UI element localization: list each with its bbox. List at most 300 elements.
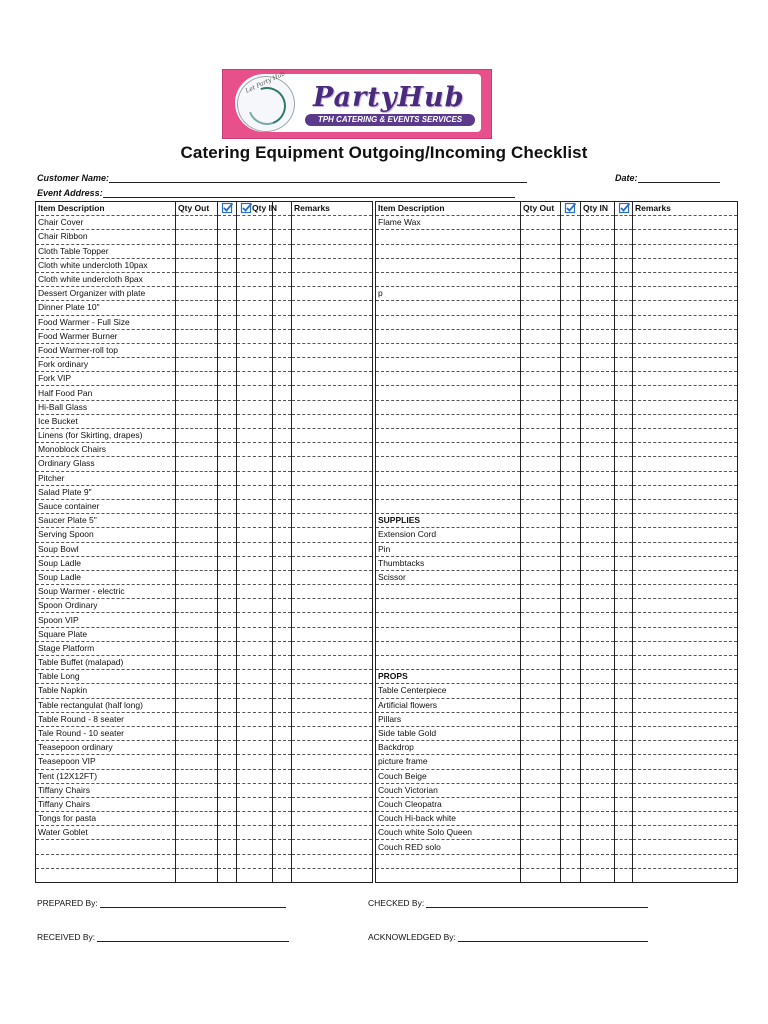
check-in-cell[interactable] [615,272,633,286]
check-in-cell[interactable] [273,656,292,670]
remarks-cell[interactable] [633,826,738,840]
remarks-cell[interactable] [292,755,373,769]
check-out-cell[interactable] [561,769,581,783]
qty-out-cell[interactable] [521,216,561,230]
remarks-cell[interactable] [292,556,373,570]
check-in-cell[interactable] [615,712,633,726]
check-in-cell[interactable] [615,585,633,599]
qty-out-cell[interactable] [521,514,561,528]
check-out-cell[interactable] [561,343,581,357]
qty-out-cell[interactable] [176,812,218,826]
check-out-cell[interactable] [561,329,581,343]
check-in-cell[interactable] [273,429,292,443]
check-in-cell[interactable] [615,641,633,655]
qty-in-cell[interactable] [581,670,615,684]
check-out-cell[interactable] [561,485,581,499]
qty-out-cell[interactable] [521,570,561,584]
check-out-cell[interactable] [218,216,237,230]
qty-in-cell[interactable] [237,812,273,826]
qty-out-cell[interactable] [176,868,218,882]
check-out-cell[interactable] [218,429,237,443]
check-out-cell[interactable] [561,613,581,627]
qty-in-cell[interactable] [237,797,273,811]
check-out-cell[interactable] [218,230,237,244]
check-in-cell[interactable] [615,741,633,755]
qty-in-cell[interactable] [581,528,615,542]
qty-in-cell[interactable] [237,301,273,315]
remarks-cell[interactable] [292,542,373,556]
check-in-cell[interactable] [615,726,633,740]
remarks-cell[interactable] [292,443,373,457]
check-out-cell[interactable] [218,670,237,684]
qty-in-cell[interactable] [237,471,273,485]
check-in-cell[interactable] [273,783,292,797]
qty-out-cell[interactable] [176,528,218,542]
qty-out-cell[interactable] [176,826,218,840]
check-out-cell[interactable] [561,457,581,471]
remarks-cell[interactable] [633,343,738,357]
check-in-cell[interactable] [273,358,292,372]
remarks-cell[interactable] [633,840,738,854]
remarks-cell[interactable] [292,868,373,882]
check-out-cell[interactable] [561,386,581,400]
remarks-cell[interactable] [633,556,738,570]
qty-out-cell[interactable] [521,485,561,499]
remarks-cell[interactable] [292,797,373,811]
qty-in-cell[interactable] [581,542,615,556]
remarks-cell[interactable] [633,684,738,698]
qty-in-cell[interactable] [237,741,273,755]
qty-in-cell[interactable] [237,514,273,528]
remarks-cell[interactable] [633,429,738,443]
remarks-cell[interactable] [633,854,738,868]
remarks-cell[interactable] [292,372,373,386]
check-out-cell[interactable] [561,854,581,868]
qty-in-cell[interactable] [237,528,273,542]
qty-in-cell[interactable] [237,712,273,726]
qty-out-cell[interactable] [521,698,561,712]
qty-out-cell[interactable] [176,329,218,343]
qty-out-cell[interactable] [521,329,561,343]
check-in-cell[interactable] [273,755,292,769]
qty-out-cell[interactable] [176,613,218,627]
customer-name-line[interactable] [109,172,527,183]
qty-out-cell[interactable] [176,599,218,613]
remarks-cell[interactable] [292,230,373,244]
check-in-cell[interactable] [273,868,292,882]
qty-out-cell[interactable] [521,797,561,811]
remarks-cell[interactable] [292,216,373,230]
check-out-cell[interactable] [218,514,237,528]
check-out-cell[interactable] [218,741,237,755]
qty-in-cell[interactable] [581,485,615,499]
qty-out-cell[interactable] [176,741,218,755]
check-in-cell[interactable] [615,315,633,329]
qty-in-cell[interactable] [237,343,273,357]
qty-out-cell[interactable] [176,301,218,315]
qty-out-cell[interactable] [521,230,561,244]
check-in-cell[interactable] [615,812,633,826]
remarks-cell[interactable] [633,542,738,556]
remarks-cell[interactable] [633,812,738,826]
check-out-cell[interactable] [218,613,237,627]
qty-out-cell[interactable] [176,684,218,698]
remarks-cell[interactable] [633,400,738,414]
check-out-cell[interactable] [218,854,237,868]
qty-in-cell[interactable] [237,400,273,414]
check-out-cell[interactable] [561,216,581,230]
remarks-cell[interactable] [292,514,373,528]
remarks-cell[interactable] [292,826,373,840]
remarks-cell[interactable] [633,457,738,471]
check-in-cell[interactable] [615,499,633,513]
check-out-cell[interactable] [561,570,581,584]
check-out-cell[interactable] [218,641,237,655]
remarks-cell[interactable] [292,641,373,655]
check-out-cell[interactable] [218,812,237,826]
qty-in-cell[interactable] [581,443,615,457]
check-in-cell[interactable] [273,400,292,414]
remarks-cell[interactable] [633,414,738,428]
qty-in-cell[interactable] [237,783,273,797]
check-out-cell[interactable] [561,670,581,684]
check-out-cell[interactable] [561,315,581,329]
qty-in-cell[interactable] [581,599,615,613]
remarks-cell[interactable] [292,457,373,471]
remarks-cell[interactable] [292,400,373,414]
check-out-cell[interactable] [218,797,237,811]
remarks-cell[interactable] [633,868,738,882]
check-in-cell[interactable] [273,670,292,684]
check-out-cell[interactable] [561,400,581,414]
qty-in-cell[interactable] [237,358,273,372]
check-out-cell[interactable] [561,627,581,641]
qty-in-cell[interactable] [581,726,615,740]
qty-out-cell[interactable] [521,400,561,414]
check-in-cell[interactable] [273,698,292,712]
check-in-cell[interactable] [615,599,633,613]
qty-in-cell[interactable] [237,386,273,400]
qty-out-cell[interactable] [176,414,218,428]
remarks-cell[interactable] [633,570,738,584]
acknowledged-by-line[interactable] [458,932,648,942]
qty-out-cell[interactable] [521,712,561,726]
check-out-cell[interactable] [561,684,581,698]
qty-in-cell[interactable] [237,670,273,684]
qty-in-cell[interactable] [237,868,273,882]
qty-out-cell[interactable] [521,414,561,428]
qty-out-cell[interactable] [176,783,218,797]
remarks-cell[interactable] [292,315,373,329]
check-in-cell[interactable] [615,457,633,471]
qty-out-cell[interactable] [521,599,561,613]
check-out-cell[interactable] [218,755,237,769]
check-in-cell[interactable] [615,627,633,641]
check-out-cell[interactable] [561,599,581,613]
qty-in-cell[interactable] [237,258,273,272]
remarks-cell[interactable] [292,854,373,868]
qty-in-cell[interactable] [237,457,273,471]
qty-in-cell[interactable] [581,358,615,372]
check-out-cell[interactable] [561,797,581,811]
check-in-cell[interactable] [615,287,633,301]
check-in-cell[interactable] [273,258,292,272]
check-out-cell[interactable] [561,755,581,769]
qty-in-cell[interactable] [237,244,273,258]
qty-in-cell[interactable] [581,769,615,783]
check-out-cell[interactable] [218,585,237,599]
remarks-cell[interactable] [633,783,738,797]
qty-out-cell[interactable] [176,726,218,740]
check-in-cell[interactable] [273,712,292,726]
date-line[interactable] [638,172,720,183]
check-out-cell[interactable] [218,400,237,414]
check-out-cell[interactable] [218,684,237,698]
qty-out-cell[interactable] [521,358,561,372]
check-out-cell[interactable] [218,542,237,556]
check-in-cell[interactable] [273,854,292,868]
check-in-cell[interactable] [273,627,292,641]
check-out-cell[interactable] [218,358,237,372]
check-out-cell[interactable] [561,287,581,301]
check-in-cell[interactable] [273,499,292,513]
qty-in-cell[interactable] [581,840,615,854]
remarks-cell[interactable] [633,641,738,655]
qty-out-cell[interactable] [176,443,218,457]
qty-in-cell[interactable] [581,641,615,655]
remarks-cell[interactable] [633,698,738,712]
qty-in-cell[interactable] [237,216,273,230]
remarks-cell[interactable] [633,741,738,755]
remarks-cell[interactable] [292,585,373,599]
check-out-cell[interactable] [561,443,581,457]
remarks-cell[interactable] [292,287,373,301]
qty-in-cell[interactable] [237,840,273,854]
qty-out-cell[interactable] [521,585,561,599]
check-out-cell[interactable] [561,471,581,485]
qty-in-cell[interactable] [237,556,273,570]
check-out-cell[interactable] [561,868,581,882]
check-in-cell[interactable] [615,769,633,783]
qty-out-cell[interactable] [521,826,561,840]
qty-out-cell[interactable] [521,471,561,485]
check-out-cell[interactable] [218,783,237,797]
check-in-cell[interactable] [615,670,633,684]
remarks-cell[interactable] [633,230,738,244]
check-out-cell[interactable] [561,783,581,797]
qty-out-cell[interactable] [521,429,561,443]
qty-out-cell[interactable] [176,244,218,258]
check-in-cell[interactable] [615,230,633,244]
check-in-cell[interactable] [273,599,292,613]
check-in-cell[interactable] [615,471,633,485]
check-in-cell[interactable] [615,358,633,372]
qty-in-cell[interactable] [581,429,615,443]
check-in-cell[interactable] [615,698,633,712]
check-in-cell[interactable] [615,797,633,811]
qty-out-cell[interactable] [521,684,561,698]
remarks-cell[interactable] [292,712,373,726]
qty-in-cell[interactable] [237,570,273,584]
remarks-cell[interactable] [292,528,373,542]
qty-in-cell[interactable] [581,400,615,414]
qty-in-cell[interactable] [581,854,615,868]
remarks-cell[interactable] [633,613,738,627]
check-out-cell[interactable] [561,258,581,272]
check-out-cell[interactable] [561,244,581,258]
qty-in-cell[interactable] [237,613,273,627]
remarks-cell[interactable] [292,414,373,428]
remarks-cell[interactable] [633,726,738,740]
qty-out-cell[interactable] [176,499,218,513]
check-out-cell[interactable] [561,641,581,655]
check-out-cell[interactable] [561,272,581,286]
check-out-cell[interactable] [218,272,237,286]
qty-in-cell[interactable] [581,272,615,286]
check-in-cell[interactable] [615,414,633,428]
qty-in-cell[interactable] [581,585,615,599]
check-in-cell[interactable] [615,570,633,584]
check-out-cell[interactable] [561,585,581,599]
check-out-cell[interactable] [218,528,237,542]
check-out-cell[interactable] [561,499,581,513]
remarks-cell[interactable] [633,301,738,315]
qty-out-cell[interactable] [521,499,561,513]
check-out-cell[interactable] [218,443,237,457]
remarks-cell[interactable] [292,670,373,684]
qty-in-cell[interactable] [581,570,615,584]
qty-out-cell[interactable] [521,542,561,556]
check-in-cell[interactable] [615,556,633,570]
qty-in-cell[interactable] [237,826,273,840]
check-in-cell[interactable] [273,741,292,755]
acknowledged-by-field[interactable] [368,932,648,942]
qty-in-cell[interactable] [237,755,273,769]
qty-in-cell[interactable] [237,272,273,286]
check-in-cell[interactable] [615,258,633,272]
check-out-cell[interactable] [561,230,581,244]
customer-name-field[interactable] [37,172,527,183]
qty-out-cell[interactable] [521,641,561,655]
qty-in-cell[interactable] [581,826,615,840]
qty-in-cell[interactable] [237,599,273,613]
check-out-cell[interactable] [561,726,581,740]
qty-out-cell[interactable] [176,272,218,286]
check-out-cell[interactable] [218,556,237,570]
check-out-cell[interactable] [561,712,581,726]
qty-out-cell[interactable] [176,457,218,471]
qty-out-cell[interactable] [521,343,561,357]
qty-in-cell[interactable] [237,230,273,244]
qty-out-cell[interactable] [521,755,561,769]
qty-out-cell[interactable] [521,244,561,258]
qty-in-cell[interactable] [581,301,615,315]
check-out-cell[interactable] [561,429,581,443]
check-in-cell[interactable] [615,684,633,698]
qty-in-cell[interactable] [581,556,615,570]
qty-in-cell[interactable] [581,797,615,811]
remarks-cell[interactable] [292,429,373,443]
remarks-cell[interactable] [633,386,738,400]
check-in-cell[interactable] [273,443,292,457]
remarks-cell[interactable] [292,840,373,854]
check-in-cell[interactable] [615,443,633,457]
qty-out-cell[interactable] [176,315,218,329]
qty-out-cell[interactable] [176,585,218,599]
remarks-cell[interactable] [633,443,738,457]
qty-in-cell[interactable] [581,471,615,485]
remarks-cell[interactable] [633,272,738,286]
qty-out-cell[interactable] [521,726,561,740]
qty-out-cell[interactable] [176,698,218,712]
check-out-cell[interactable] [561,556,581,570]
remarks-cell[interactable] [633,528,738,542]
checked-by-line[interactable] [426,898,648,908]
remarks-cell[interactable] [633,329,738,343]
qty-out-cell[interactable] [176,570,218,584]
qty-out-cell[interactable] [521,783,561,797]
remarks-cell[interactable] [292,258,373,272]
check-in-cell[interactable] [273,812,292,826]
check-in-cell[interactable] [273,343,292,357]
check-in-cell[interactable] [615,542,633,556]
qty-in-cell[interactable] [581,216,615,230]
check-in-cell[interactable] [615,826,633,840]
qty-in-cell[interactable] [237,329,273,343]
check-in-cell[interactable] [273,826,292,840]
qty-out-cell[interactable] [521,258,561,272]
remarks-cell[interactable] [292,726,373,740]
check-out-cell[interactable] [561,656,581,670]
received-by-field[interactable] [37,932,289,942]
check-in-cell[interactable] [615,613,633,627]
check-in-cell[interactable] [615,854,633,868]
remarks-cell[interactable] [292,343,373,357]
check-in-cell[interactable] [615,755,633,769]
remarks-cell[interactable] [292,358,373,372]
check-in-cell[interactable] [273,315,292,329]
check-out-cell[interactable] [561,698,581,712]
remarks-cell[interactable] [292,783,373,797]
qty-out-cell[interactable] [176,627,218,641]
qty-in-cell[interactable] [581,868,615,882]
qty-in-cell[interactable] [581,414,615,428]
remarks-cell[interactable] [633,797,738,811]
remarks-cell[interactable] [292,656,373,670]
remarks-cell[interactable] [633,599,738,613]
qty-out-cell[interactable] [176,854,218,868]
remarks-cell[interactable] [633,244,738,258]
remarks-cell[interactable] [292,386,373,400]
qty-in-cell[interactable] [581,684,615,698]
check-in-cell[interactable] [273,216,292,230]
qty-out-cell[interactable] [521,656,561,670]
remarks-cell[interactable] [292,599,373,613]
check-out-cell[interactable] [561,840,581,854]
check-in-cell[interactable] [273,329,292,343]
check-out-cell[interactable] [218,244,237,258]
remarks-cell[interactable] [292,613,373,627]
qty-out-cell[interactable] [176,542,218,556]
qty-in-cell[interactable] [581,741,615,755]
qty-out-cell[interactable] [176,670,218,684]
check-in-cell[interactable] [615,301,633,315]
check-out-cell[interactable] [561,301,581,315]
qty-in-cell[interactable] [581,244,615,258]
check-in-cell[interactable] [273,372,292,386]
check-out-cell[interactable] [218,698,237,712]
check-out-cell[interactable] [218,712,237,726]
